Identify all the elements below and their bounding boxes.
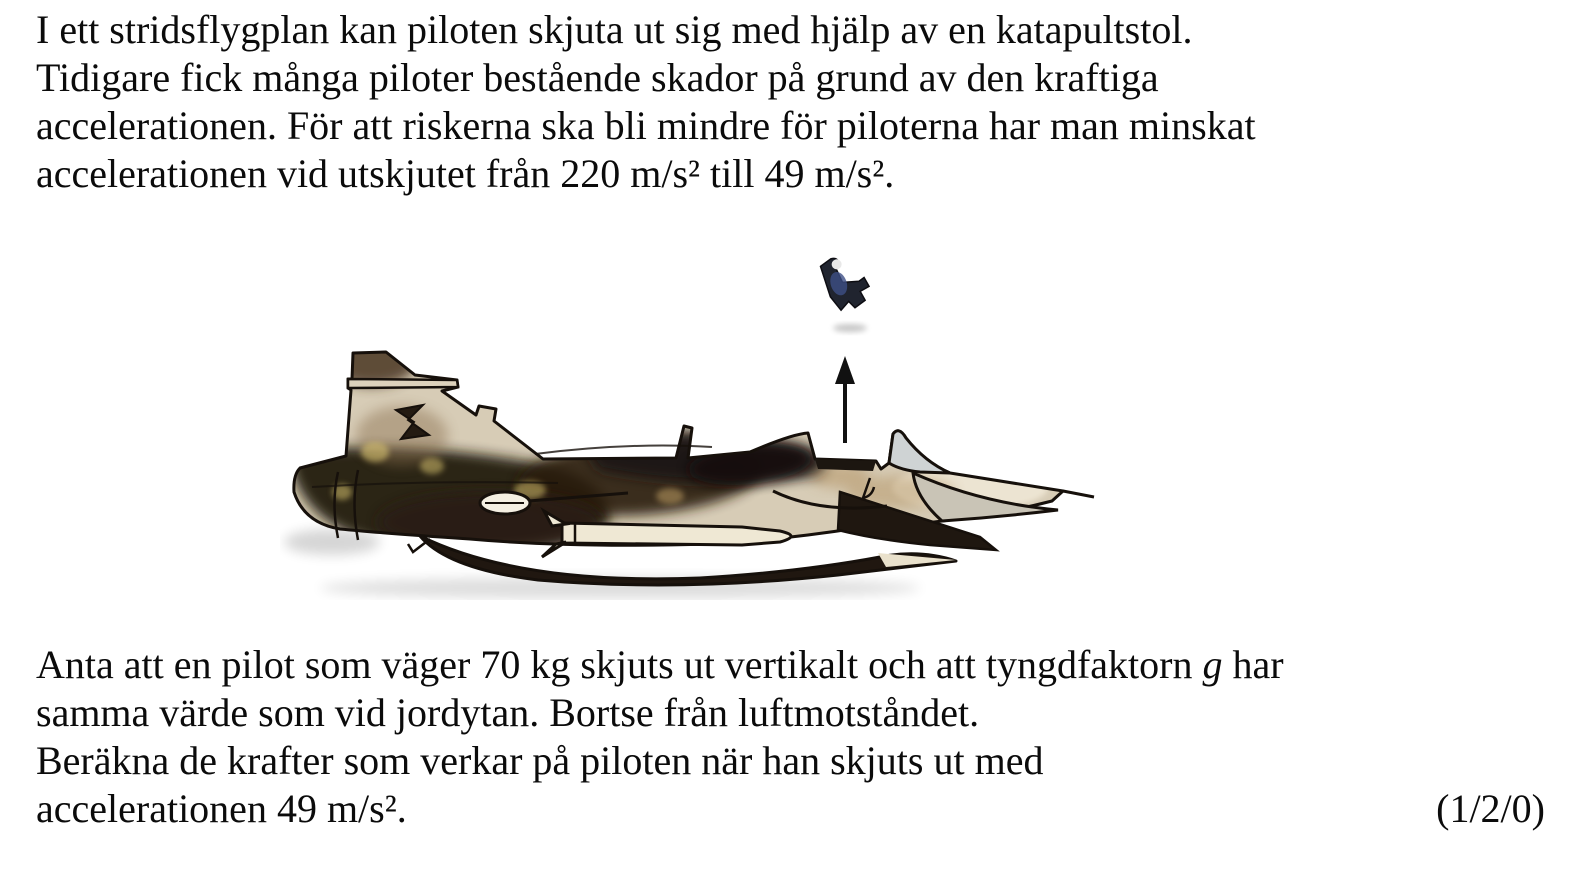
jet-cockpit-opening <box>815 459 876 471</box>
question-line-2: samma värde som vid jordytan. Bortse från luftmotståndet. <box>36 690 980 735</box>
problem-question-text <box>36 641 1545 833</box>
intro-line-4: accelerationen vid utskjutet från 220 m/s² till 49 m/s². <box>36 151 895 196</box>
aircraft-figure <box>280 240 1100 600</box>
ejection-seat-icon <box>819 250 874 314</box>
fin-band <box>348 379 458 388</box>
problem-intro-text <box>36 6 1545 198</box>
jet-windscreen <box>889 431 950 473</box>
up-arrow-icon <box>835 356 855 443</box>
question-line-1-post: har <box>1222 642 1284 687</box>
intro-line-2: Tidigare fick många piloter bestående skador på grund av den kraftiga <box>36 55 1159 100</box>
jet-illustration <box>288 338 1094 585</box>
question-line-1-pre: Anta att en pilot som väger 70 kg skjuts ut vertikalt och att tyngdfaktorn <box>36 642 1203 687</box>
question-line-4 <box>36 785 1545 833</box>
jet-probe <box>408 539 430 552</box>
intro-line-1: I ett stridsflygplan kan piloten skjuta ut sig med hjälp av en katapultstol. <box>36 7 1193 52</box>
variable-g: g <box>1202 642 1223 687</box>
question-line-1 <box>36 641 1545 689</box>
points-label: (1/2/0) <box>1436 786 1545 831</box>
question-line-3: Beräkna de krafter som verkar på piloten när han skjuts ut med <box>36 738 1044 783</box>
jet-pitot <box>1063 491 1094 497</box>
intro-line-3: accelerationen. För att riskerna ska bli mindre för piloterna har man minskat <box>36 103 1256 148</box>
question-final-text: accelerationen 49 m/s². <box>36 786 407 831</box>
